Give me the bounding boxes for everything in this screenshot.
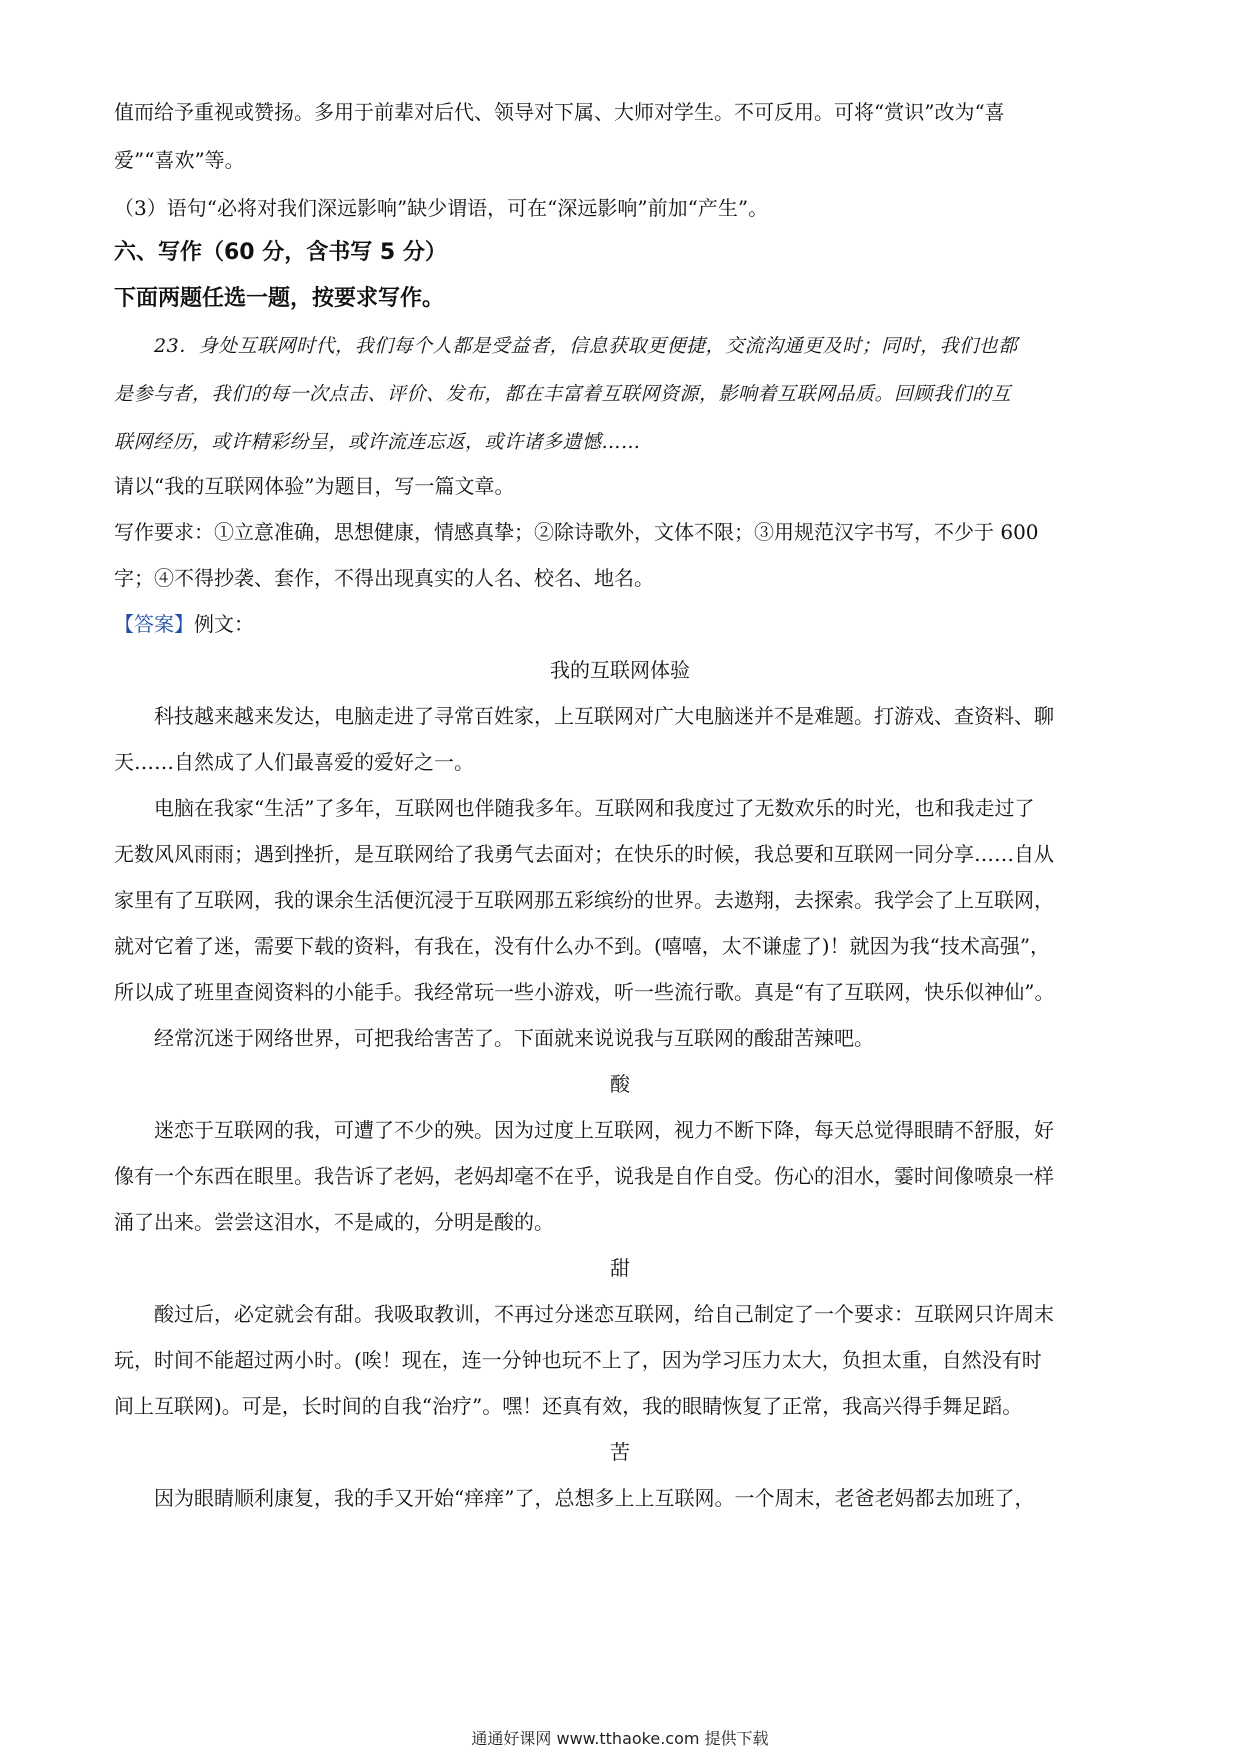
- essay-line: 涌了出来。尝尝这泪水，不是咸的，分明是酸的。: [114, 1210, 554, 1234]
- essay-line: 天……自然成了人们最喜爱的爱好之一。: [114, 750, 474, 774]
- essay-title: 我的互联网体验: [550, 658, 690, 682]
- writing-requirements: 字；④不得抄袭、套作，不得出现真实的人名、校名、地名。: [114, 566, 654, 590]
- example-label: 例文：: [194, 612, 254, 636]
- answer-label: [114, 610, 1126, 638]
- question-text-line: 是参与者，我们的每一次点击、评价、发布，都在丰富着互联网资源，影响着互联网品质。回顾我们的互: [114, 383, 1012, 405]
- writing-requirements: 写作要求：①立意准确，思想健康，情感真挚；②除诗歌外，文体不限；③用规范汉字书写，不少于 600: [114, 520, 1039, 544]
- answer-item-3: （3）语句“必将对我们深远影响”缺少谓语，可在“深远影响”前加“产生”。: [114, 196, 769, 220]
- essay-subheading-bitter: 苦: [610, 1440, 630, 1464]
- question-text-line: 23．身处互联网时代，我们每个人都是受益者，信息获取更便捷，交流沟通更及时；同时，我们也都: [154, 335, 1018, 357]
- essay-line: 无数风风雨雨；遇到挫折，是互联网给了我勇气去面对；在快乐的时候，我总要和互联网一同分享……自从: [114, 842, 1054, 866]
- essay-subheading-sweet: 甜: [610, 1256, 630, 1280]
- essay-line: 酸过后，必定就会有甜。我吸取教训，不再过分迷恋互联网，给自己制定了一个要求：互联网只许周末: [154, 1302, 1054, 1326]
- essay-line: 像有一个东西在眼里。我告诉了老妈，老妈却毫不在乎，说我是自作自受。伤心的泪水，霎时间像喷泉一样: [114, 1164, 1054, 1188]
- essay-line: 经常沉迷于网络世界，可把我给害苦了。下面就来说说我与互联网的酸甜苦辣吧。: [154, 1026, 874, 1050]
- essay-body: [114, 702, 1126, 1512]
- essay-line: 电脑在我家“生活”了多年，互联网也伴随我多年。互联网和我度过了无数欢乐的时光，也和我走过了: [154, 796, 1035, 820]
- page-footer: 通通好课网 www.tthaoke.com 提供下载: [471, 1729, 769, 1748]
- essay-line: 就对它着了迷，需要下载的资料，有我在，没有什么办不到。(嘻嘻，太不谦虚了)！就因为我“技术高强”，: [114, 934, 1051, 958]
- page-content: [114, 98, 1126, 1512]
- writing-prompt: 请以“我的互联网体验”为题目，写一篇文章。: [114, 474, 515, 498]
- section-subheading: 下面两题任选一题，按要求写作。: [114, 286, 445, 311]
- question-23: [114, 332, 1126, 592]
- essay-line: 玩，时间不能超过两小时。(唉！现在，连一分钟也玩不上了，因为学习压力太大，负担太重，自然没有时: [114, 1348, 1042, 1372]
- essay-line: 因为眼睛顺利康复，我的手又开始“痒痒”了，总想多上上互联网。一个周末，老爸老妈都去加班了，: [154, 1486, 1035, 1510]
- answer-tag: 【答案】: [114, 612, 194, 636]
- essay-line: 科技越来越来发达，电脑走进了寻常百姓家，上互联网对广大电脑迷并不是难题。打游戏、查资料、聊: [154, 704, 1054, 728]
- text-line: 爱”“喜欢”等。: [114, 148, 245, 172]
- essay-line: 家里有了互联网，我的课余生活便沉浸于互联网那五彩缤纷的世界。去遨翔，去探索。我学会了上互联网，: [114, 888, 1054, 912]
- essay-line: 迷恋于互联网的我，可遭了不少的殃。因为过度上互联网，视力不断下降，每天总觉得眼睛不舒服，好: [154, 1118, 1054, 1142]
- section-heading: 六、写作（60 分，含书写 5 分）: [114, 240, 447, 265]
- essay-line: 所以成了班里查阅资料的小能手。我经常玩一些小游戏，听一些流行歌。真是“有了互联网，快乐似神仙”。: [114, 980, 1055, 1004]
- essay-subheading-sour: 酸: [610, 1072, 630, 1096]
- question-text-line: 联网经历，或许精彩纷呈，或许流连忘返，或许诸多遗憾……: [114, 431, 641, 453]
- essay-line: 间上互联网)。可是，长时间的自我“治疗”。嘿！还真有效，我的眼睛恢复了正常，我高兴得手舞足蹈。: [114, 1394, 1023, 1418]
- text-line: 值而给予重视或赞扬。多用于前辈对后代、领导对下属、大师对学生。不可反用。可将“赏识”改为“喜: [114, 100, 1005, 124]
